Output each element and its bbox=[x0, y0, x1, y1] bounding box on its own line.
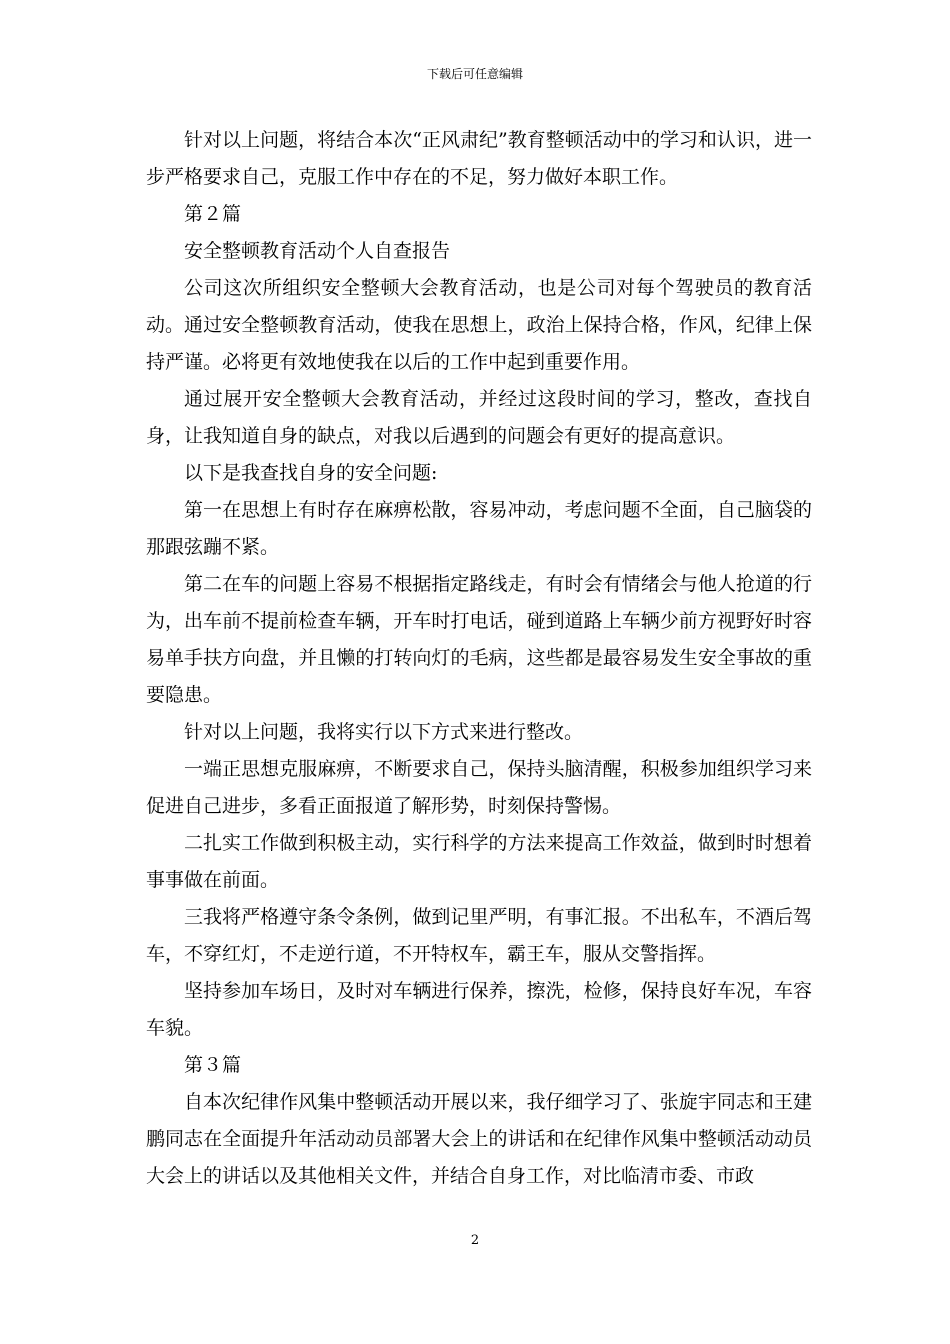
page-header: 下载后可任意编辑 bbox=[426, 67, 523, 81]
paragraph: 坚持参加车场日，及时对车辆进行保养，擦洗，检修，保持良好车况，车容车貌。 bbox=[146, 980, 812, 1039]
section-heading: 第３篇 bbox=[184, 1054, 242, 1076]
paragraph: 自本次纪律作风集中整顿活动开展以来，我仔细学习了、张旋宇同志和王建鹏同志在全面提升年活动动员部署大会上的讲话和在纪律作风集中整顿活动动员大会上的讲话以及其他相关文件，并结合自身工作，对比临清市委、市政 bbox=[146, 1091, 812, 1187]
document-body bbox=[146, 122, 812, 1195]
paragraph: 一端正思想克服麻痹，不断要求自己，保持头脑清醒，积极参加组织学习来促进自己进步，多看正面报道了解形势，时刻保持警惕。 bbox=[146, 758, 812, 817]
paragraph: 针对以上问题，我将实行以下方式来进行整改。 bbox=[184, 721, 584, 743]
paragraph: 三我将严格遵守条令条例，做到记里严明，有事汇报。不出私车，不酒后驾车，不穿红灯，不走逆行道，不开特权车，霸王车，服从交警指挥。 bbox=[146, 906, 812, 965]
paragraph: 二扎实工作做到积极主动，实行科学的方法来提高工作效益，做到时时想着事事做在前面。 bbox=[146, 832, 812, 891]
paragraph: 第一在思想上有时存在麻痹松散，容易冲动，考虑问题不全面，自己脑袋的那跟弦蹦不紧。 bbox=[146, 499, 812, 558]
paragraph: 公司这次所组织安全整顿大会教育活动，也是公司对每个驾驶员的教育活动。通过安全整顿教育活动，使我在思想上，政治上保持合格，作风，纪律上保持严谨。必将更有效地使我在以后的工作中起到重要作用。 bbox=[146, 277, 812, 373]
paragraph: 第二在车的问题上容易不根据指定路线走，有时会有情绪会与他人抢道的行为，出车前不提前检查车辆，开车时打电话，碰到道路上车辆少前方视野好时容易单手扶方向盘，并且懒的打转向灯的毛病，这些都是最容易发生安全事故的重要隐患。 bbox=[146, 573, 812, 706]
section-title: 安全整顿教育活动个人自查报告 bbox=[184, 240, 451, 262]
paragraph: 通过展开安全整顿大会教育活动，并经过这段时间的学习，整改，查找自身，让我知道自身的缺点，对我以后遇到的问题会有更好的提高意识。 bbox=[146, 388, 812, 447]
paragraph: 针对以上问题，将结合本次“正风肃纪”教育整顿活动中的学习和认识，进一步严格要求自己，克服工作中存在的不足，努力做好本职工作。 bbox=[146, 129, 812, 188]
paragraph: 以下是我查找自身的安全问题: bbox=[184, 462, 438, 484]
page-number: 2 bbox=[470, 1233, 480, 1248]
section-heading: 第２篇 bbox=[184, 203, 242, 225]
